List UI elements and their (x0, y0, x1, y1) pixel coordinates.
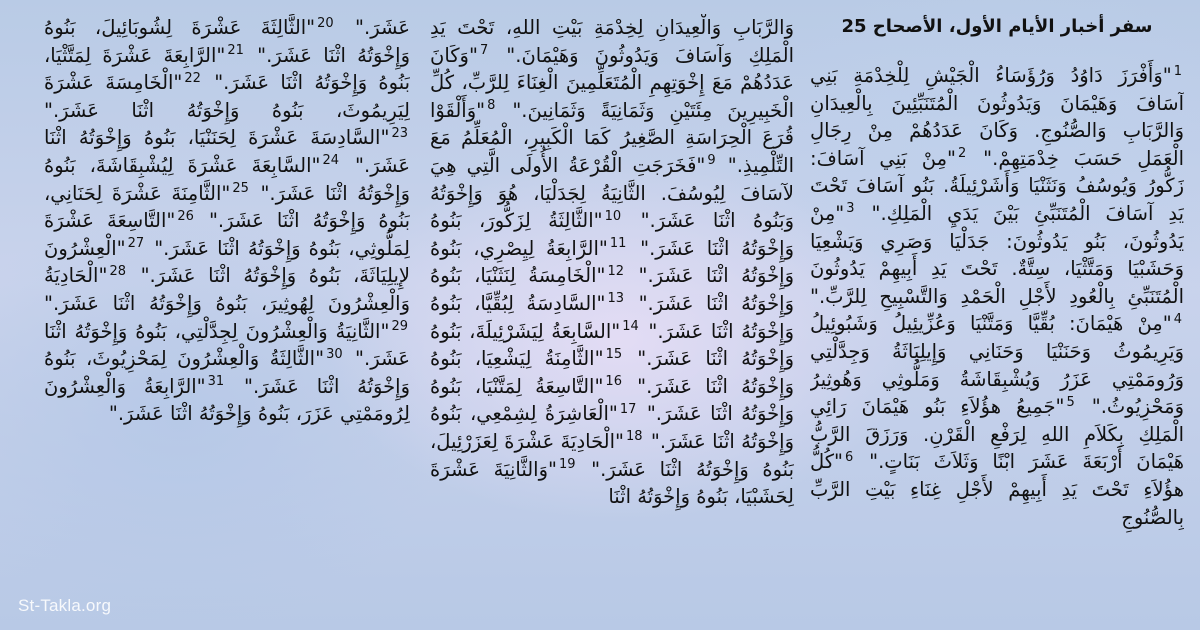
verse-text: "السَّابِعَةُ لِيَشَرْئِيلَةَ، بَنُوهُ وَإِخْوَتُهُ اثْنَا عَشَرَ." (430, 319, 794, 371)
chapter-title: سفر أخبار الأيام الأول، الأصحاح 25 (841, 16, 1153, 37)
verse-text: "مِنْ بَنِي آسَافَ: زَكُّورُ وَيُوسُفُ وَنَثَنْيَا وَأَشَرْئِيلَةُ. بَنُو آسَافَ تَحْتَ يَدِ آسَافَ الْمُتَنَبِّئِ بَيْنَ يَدَيِ الْمَلِكِ." (810, 146, 1184, 225)
verse-text: "الثَّامِنَةُ لِيَشْعِيَا، بَنُوهُ وَإِخْوَتُهُ اثْنَا عَشَرَ." (430, 347, 794, 398)
verse-text: "فَخَرَجَتِ الْقُرْعَةُ الأُولَى الَّتِي هِيَ لآسَافَ لِيُوسُفَ. الثَّانِيَةُ لِجَدَلْيَا، هُوَ وَإِخْوَتُهُ وَبَنُوهُ اثْنَا عَشَرَ." (430, 153, 794, 233)
verse-number: 24 (322, 153, 340, 169)
verse-number: 12 (607, 263, 625, 279)
verse-text: "التَّاسِعَةُ لِمَتَّنْيَا، بَنُوهُ وَإِخْوَتُهُ اثْنَا عَشَرَ." (430, 374, 794, 426)
verse-number: 10 (604, 208, 622, 224)
verse-number: 23 (391, 125, 408, 141)
verse-text: "الثَّالِثَةُ لِزَكُّورَ، بَنُوهُ وَإِخْوَتُهُ اثْنَا عَشَرَ." (430, 209, 794, 260)
verse-text: "الرَّابِعَةُ لِيِصْرِي، بَنُوهُ وَإِخْوَتُهُ اثْنَا عَشَرَ." (430, 236, 794, 288)
verse-number: 3 (846, 201, 855, 217)
verse-number: 1 (1173, 63, 1182, 79)
verse-number: 7 (479, 43, 489, 59)
verse-text: "الْخَامِسَةُ لِنَثَنْيَا، بَنُوهُ وَإِخْوَتُهُ اثْنَا عَشَرَ." (430, 264, 794, 315)
verse-number: 11 (609, 236, 627, 252)
verse-text: "وَالثَّانِيَةَ عَشْرَةَ لِحَشَبْيَا، بَنُوهُ وَإِخْوَتُهُ اثْنَا (430, 457, 794, 509)
verse-text: "الثَّامِنَةَ عَشْرَةَ لِحَنَانِي، بَنُوهُ وَإِخْوَتُهُ اثْنَا عَشَرَ." (44, 181, 410, 233)
verses-left (44, 14, 410, 428)
verse-number: 18 (625, 429, 643, 445)
verse-text: "الْحَادِيَةُ وَالْعِشْرُونَ لِهُوثِيرَ، بَنُوهُ وَإِخْوَتُهُ اثْنَا عَشَرَ." (44, 264, 410, 315)
verse-number: 31 (207, 374, 225, 390)
verse-text: عَشَرَ." (355, 16, 410, 39)
verse-text: "السَّادِسَةُ لِبُقِّيَّا، بَنُوهُ وَإِخْوَتُهُ اثْنَا عَشَرَ." (430, 291, 794, 343)
verse-text: "كُلُّ هؤُلاَءِ تَحْتَ يَدِ أَبِيهِمْ لأَجْلِ غِنَاءِ بَيْتِ الرَّبِّ بِالصُّنُوجِ (810, 450, 1184, 529)
text-column-left (44, 14, 410, 618)
verse-text: "التَّاسِعَةَ عَشْرَةَ لِمَلُّوثِي، بَنُوهُ وَإِخْوَتُهُ اثْنَا عَشَرَ." (44, 209, 410, 260)
verse-number: 2 (958, 146, 967, 162)
text-column-right (810, 14, 1184, 618)
verse-number: 29 (391, 319, 408, 335)
verse-text: "مِنْ هَيْمَانَ: بُقِّيَّا وَمَتَّنْيَا وَعُزِّيئِيلُ وَشَبُوئِيلُ وَيَرِيمُوثُ وَحَنَنْيَا وَحَنَانِي وَإِيلِيَاثَةُ وَجِدَّلْتِي وَرُومَمْتِي عَزَرُ وَيُشْبِقَاشَةُ وَمَلُّوثِي وَهُوثِيرُ وَمَحْزِيُوثُ." (810, 312, 1184, 419)
verse-text: "الثَّالِثَةُ وَالْعِشْرُونَ لِمَحْزِيُوثَ، بَنُوهُ وَإِخْوَتُهُ اثْنَا عَشَرَ." (44, 347, 410, 398)
verse-number: 17 (619, 401, 637, 417)
verse-number: 19 (558, 457, 576, 472)
verse-number: 15 (605, 346, 623, 362)
verse-text: "الْعِشْرُونَ لإِيلِيَاثَةَ، بَنُوهُ وَإِخْوَتُهُ اثْنَا عَشَرَ." (44, 236, 410, 288)
verse-number: 16 (605, 374, 622, 390)
verse-text: "السَّابِعَةَ عَشْرَةَ لِيُشْبِقَاشَةَ، بَنُوهُ وَإِخْوَتُهُ اثْنَا عَشَرَ." (44, 153, 410, 205)
verse-text: "وَكَانَ عَدَدُهُمْ مَعَ إِخْوَتِهِمِ الْمُتَعَلِّمِينَ الْغِنَاءَ لِلرَّبِّ، كُلِّ الْخَبِيرِينَ مِئَتَيْنِ وَثَمَانِيَةً وَثَمَانِينَ." (430, 43, 794, 122)
site-watermark: St-Takla.org (18, 596, 112, 615)
verse-text: "الْحَادِيَةَ عَشْرَةَ لِعَزَرْئِيلَ، بَنُوهُ وَإِخْوَتُهُ اثْنَا عَشَرَ." (430, 429, 794, 481)
verse-text: "الْعَاشِرَةُ لِشِمْعِي، بَنُوهُ وَإِخْوَتُهُ اثْنَا عَشَرَ." (430, 402, 794, 453)
text-column-middle (430, 14, 794, 618)
verse-text: "السَّادِسَةَ عَشْرَةَ لِحَنَنْيَا، بَنُوهُ وَإِخْوَتُهُ اثْنَا عَشَرَ." (44, 126, 410, 177)
verse-number: 21 (227, 43, 244, 59)
verse-number: 27 (127, 236, 145, 252)
verse-text: "الثَّانِيَةُ وَالْعِشْرُونَ لِجِدَّلْتِي، بَنُوهُ وَإِخْوَتُهُ اثْنَا عَشَرَ." (44, 319, 410, 371)
verse-text: "الرَّابِعَةُ وَالْعِشْرُونَ لِرُومَمْتِي عَزَرَ، بَنُوهُ وَإِخْوَتُهُ اثْنَا عَشَرَ." (44, 374, 410, 426)
verse-number: 26 (177, 208, 194, 224)
verse-number: 8 (487, 98, 496, 114)
verse-text: وَالرَّبَابِ وَالْعِيدَانِ لِخِدْمَةِ بَيْتِ اللهِ، تَحْتَ يَدِ الْمَلِكِ وَآسَافَ وَيَدُوثُونَ وَهَيْمَانَ." (430, 16, 794, 67)
verses-right (810, 62, 1184, 531)
verse-number: 6 (845, 449, 854, 465)
verse-number: 28 (109, 263, 126, 279)
verse-text: "وَأَفْرَزَ دَاوُدُ وَرُؤَسَاءُ الْجَيْشِ لِلْخِدْمَةِ بَنِي آسَافَ وَهَيْمَانَ وَيَدُوثُونَ الْمُتَنَبِّئِينَ بِالْعِيدَانِ وَالرَّبَابِ وَالصُّنُوجِ. وَكَانَ عَدَدُهُمْ مِنْ رِجَالِ الْعَمَلِ حَسَبَ خِدْمَتِهِمْ." (810, 64, 1184, 170)
verse-number: 13 (607, 291, 625, 307)
verse-number: 30 (326, 346, 343, 362)
verses-middle (430, 14, 794, 511)
verse-text: "وَأَلْقَوْا قُرَعَ الْحِرَاسَةِ الصَّغِيرُ كَمَا الْكَبِيرِ، الْمُعَلِّمُ مَعَ التِّلْمِيذِ." (430, 98, 794, 177)
verse-number: 22 (184, 70, 201, 86)
verse-number: 5 (1066, 394, 1075, 410)
verse-text: "مِنْ يَدُوثُونَ، بَنُو يَدُوثُونَ: جَدَلْيَا وَصَرِي وَيَشْعِيَا وَحَشَبْيَا وَمَتَّثْيَا، سِتَّةٌ. تَحْتَ يَدِ أَبِيهِمْ يَدُوثُونَ الْمُتَنَبِّئِ بِالْعُودِ لأَجْلِ الْحَمْدِ وَالتَّسْبِيحِ لِلرَّبِّ." (810, 201, 1184, 308)
verse-text: "الثَّالِثَةَ عَشْرَةَ لِشُوبَائِيلَ، بَنُوهُ وَإِخْوَتُهُ اثْنَا عَشَرَ." (44, 16, 410, 67)
verse-text: "الرَّابِعَةَ عَشْرَةَ لِمَتَّثْيَا، بَنُوهُ وَإِخْوَتُهُ اثْنَا عَشَرَ." (44, 43, 410, 95)
verse-number: 14 (622, 319, 639, 335)
verse-number: 20 (317, 15, 334, 31)
verse-number: 9 (707, 153, 716, 169)
verse-text: "الْخَامِسَةَ عَشْرَةَ لِيَرِيمُوثَ، بَنُوهُ وَإِخْوَتُهُ اثْنَا عَشَرَ." (44, 71, 410, 122)
verse-number: 4 (1173, 311, 1182, 327)
verse-number: 25 (232, 181, 249, 197)
verse-text: "جَمِيعُ هؤُلاَءِ بَنُو هَيْمَانَ رَائِي الْمَلِكِ بِكَلاَمِ اللهِ لِرَفْعِ الْقَرْنِ. وَرَزَقَ الرَّبُّ هَيْمَانَ أَرْبَعَةَ عَشَرَ ابْنًا وَثَلاَثَ بَنَاتٍ." (810, 395, 1184, 474)
